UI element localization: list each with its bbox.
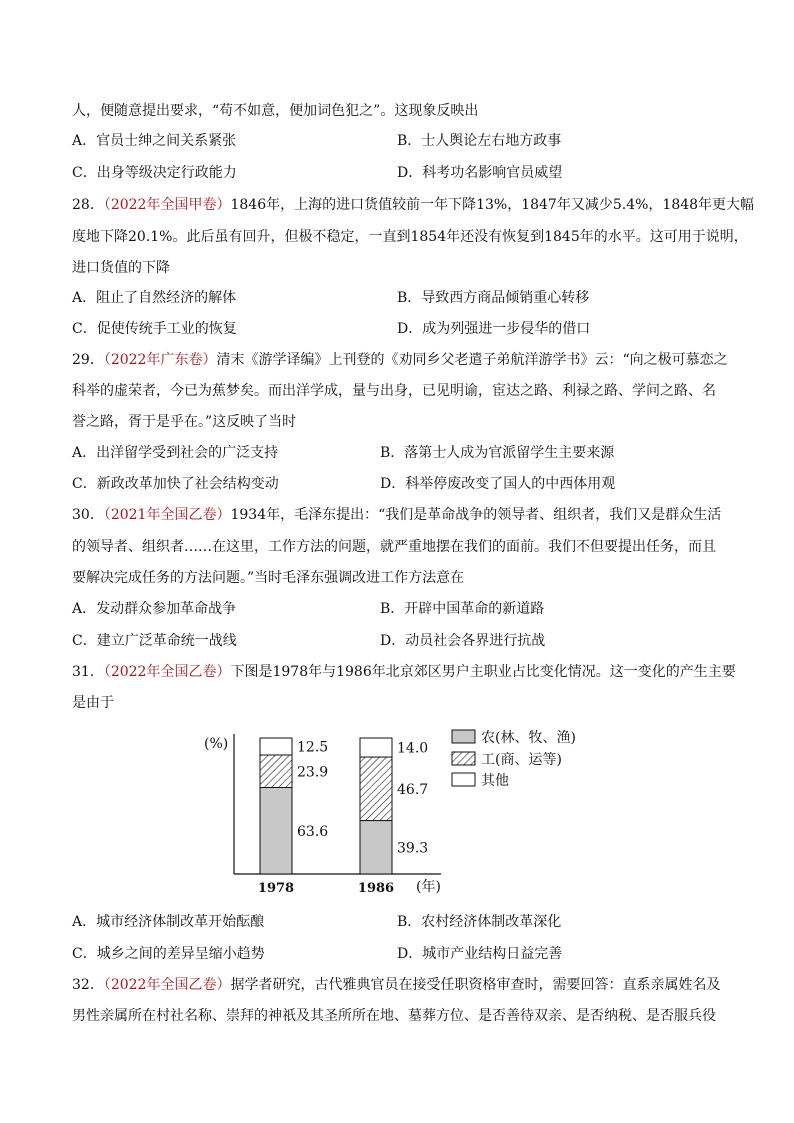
- value-label-1986-other: 14.0: [397, 740, 429, 757]
- q29-option-a[interactable]: A．出洋留学受到社会的广泛支持: [72, 445, 279, 461]
- q30-option-d[interactable]: D．动员社会各界进行抗战: [380, 633, 546, 649]
- bar-1978-other: [260, 738, 292, 755]
- y-axis-label: (%): [204, 736, 229, 752]
- x-label-1978: 1978: [257, 881, 295, 896]
- q29-line-3: 誉之路，胥于是乎在。”这反映了当时: [72, 414, 297, 430]
- value-label-1978-agriculture: 63.6: [297, 823, 329, 840]
- q29-number: 29．: [72, 352, 104, 368]
- value-label-1978-industry: 23.9: [297, 764, 329, 781]
- q27-option-d[interactable]: D．科考功名影响官员威望: [397, 165, 563, 181]
- q30-option-b[interactable]: B．开辟中国革命的新道路: [380, 601, 545, 617]
- q30-text: 1934年，毛泽东提出：“我们是革命战争的领导者、组织者，我们又是群众生活: [230, 507, 722, 523]
- q28-option-c[interactable]: C．促使传统手工业的恢复: [72, 321, 237, 337]
- occupation-chart-svg: [198, 726, 618, 901]
- q29-line-1: [72, 350, 728, 370]
- q29-text: 清末《游学译编》上刊登的《劝同乡父老遣子弟航洋游学书》云：“向之极可慕恋之: [216, 352, 728, 368]
- q30-option-a[interactable]: A．发动群众参加革命战争: [72, 601, 237, 617]
- q30-number: 30．: [72, 507, 104, 523]
- bar-1986-industry: [360, 757, 392, 821]
- q28-line-2: 度地下降20.1%。此后虽有回升，但极不稳定，一直到1854年还没有恢复到1845年的水平。这可用于说明，: [72, 229, 748, 245]
- value-label-1986-agriculture: 39.3: [397, 840, 429, 857]
- q27-stem: 人，便随意提出要求，“苟不如意，便加词色犯之”。这现象反映出: [72, 103, 479, 119]
- q28-text: 1846年，上海的进口货值较前一年下降13%，1847年又减少5.4%，1848年更大幅: [230, 197, 755, 213]
- q31-option-a[interactable]: A．城市经济体制改革开始酝酿: [72, 914, 265, 930]
- q31-line-2: 是由于: [72, 695, 114, 711]
- legend-label-industry: 工(商、运等): [481, 752, 562, 768]
- q31-option-c[interactable]: C．城乡之间的差异呈缩小趋势: [72, 946, 265, 962]
- q27-option-a[interactable]: A．官员士绅之间关系紧张: [72, 133, 237, 149]
- q29-source: （2022年广东卷）: [103, 352, 217, 368]
- q32-text: 据学者研究，古代雅典官员在接受任职资格审查时，需要回答：直系亲属姓名及: [230, 977, 721, 993]
- q28-option-d[interactable]: D．成为列强进一步侵华的借口: [397, 321, 591, 337]
- legend-swatch-industry: [452, 752, 475, 765]
- q28-number: 28．: [72, 197, 104, 213]
- q30-source: （2021年全国乙卷）: [103, 507, 231, 523]
- q28-line-1: [72, 195, 754, 215]
- value-label-1978-other: 12.5: [297, 739, 329, 756]
- q30-option-c[interactable]: C．建立广泛革命统一战线: [72, 633, 237, 649]
- q29-option-b[interactable]: B．落第士人成为官派留学生主要来源: [380, 445, 615, 461]
- q32-line-2: 男性亲属所在村社名称、崇拜的神祇及其圣所所在地、墓葬方位、是否善待双亲、是否纳税、是否服兵役: [72, 1008, 716, 1024]
- q31-line-1: [72, 662, 736, 682]
- q32-number: 32．: [72, 977, 104, 993]
- x-axis-label: (年): [416, 879, 441, 895]
- bar-1978-industry: [260, 755, 292, 788]
- legend-swatch-agriculture: [452, 730, 475, 743]
- q29-option-c[interactable]: C．新政改革加快了社会结构变动: [72, 476, 279, 492]
- q29-line-2: 科举的虚荣者，今已为蕉梦矣。而出洋学成，量与出身，已见明谕，宦达之路、利禄之路、学问之路、名: [72, 383, 716, 399]
- bar-1986-agriculture: [360, 821, 392, 874]
- q30-line-1: [72, 505, 721, 525]
- q28-option-b[interactable]: B．导致西方商品倾销重心转移: [397, 290, 590, 306]
- legend-swatch-other: [452, 773, 475, 786]
- q30-line-2: 的领导者、组织者……在这里，工作方法的问题，就严重地摆在我们的面前。我们不但要提出任务，而且: [72, 539, 716, 555]
- q27-option-b[interactable]: B．士人舆论左右地方政事: [397, 133, 562, 149]
- bar-1978-agriculture: [260, 788, 292, 874]
- q28-source: （2022年全国甲卷）: [103, 197, 231, 213]
- q31-number: 31．: [72, 664, 104, 680]
- x-label-1986: 1986: [357, 881, 395, 896]
- q32-source: （2022年全国乙卷）: [103, 977, 231, 993]
- q31-source: （2022年全国乙卷）: [103, 664, 231, 680]
- q31-option-d[interactable]: D．城市产业结构日益完善: [397, 946, 563, 962]
- q27-option-c[interactable]: C．出身等级决定行政能力: [72, 165, 237, 181]
- q31-text: 下图是1978年与1986年北京郊区男户主职业占比变化情况。这一变化的产生主要: [230, 664, 736, 680]
- legend-label-other: 其他: [481, 773, 509, 789]
- q28-line-3: 进口货值的下降: [72, 260, 170, 276]
- bars-group: [260, 738, 428, 874]
- q29-option-d[interactable]: D．科举停废改变了国人的中西体用观: [380, 476, 616, 492]
- q30-line-3: 要解决完成任务的方法问题。”当时毛泽东强调改进工作方法意在: [72, 570, 465, 586]
- bar-1986-other: [360, 738, 392, 757]
- q32-line-1: [72, 975, 720, 995]
- occupation-chart: [198, 726, 618, 905]
- q28-option-a[interactable]: A．阻止了自然经济的解体: [72, 290, 237, 306]
- legend-label-agriculture: 农(林、牧、渔): [481, 730, 576, 746]
- q31-option-b[interactable]: B．农村经济体制改革深化: [397, 914, 562, 930]
- value-label-1986-industry: 46.7: [397, 781, 429, 798]
